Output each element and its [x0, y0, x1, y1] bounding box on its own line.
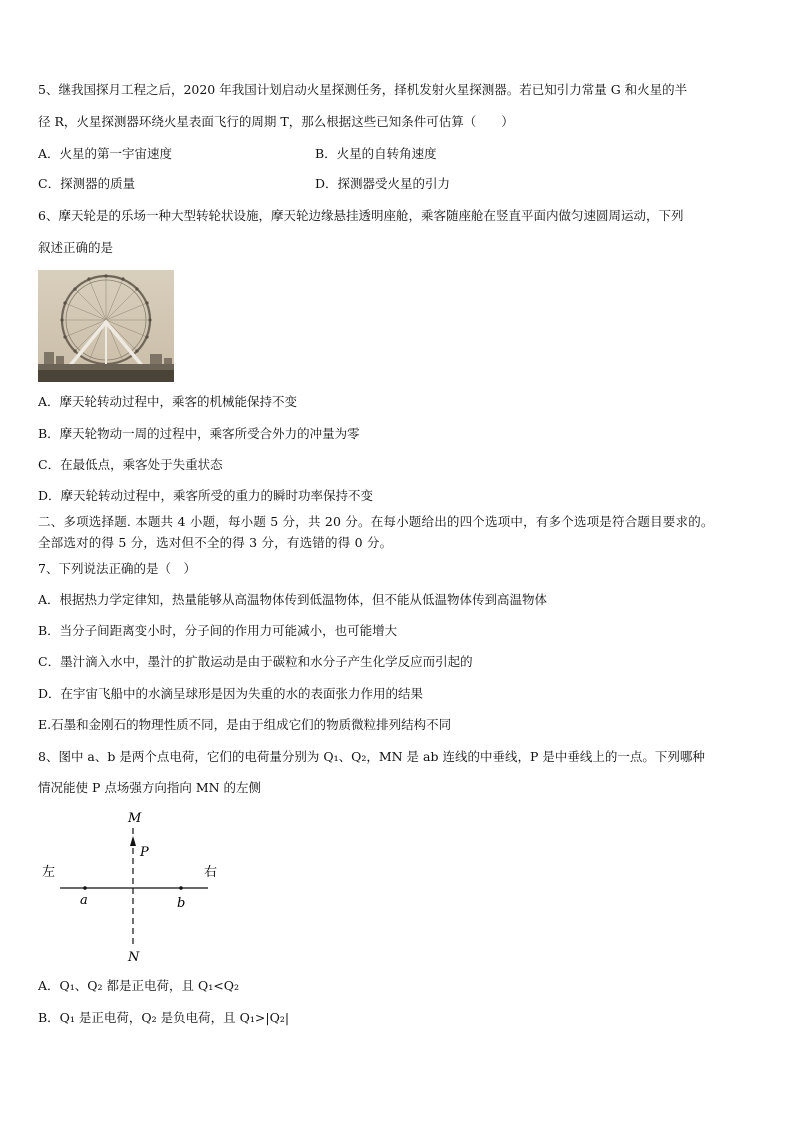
label-m: M	[128, 811, 142, 826]
q5-option-b: B．火星的自转角速度	[315, 146, 437, 161]
point-b	[179, 886, 183, 890]
point-a	[83, 886, 87, 890]
label-a: a	[80, 893, 88, 908]
q6-option-d: D．摩天轮转动过程中，乘客所受的重力的瞬时功率保持不变	[38, 488, 374, 503]
q5-option-d: D．探测器受火星的引力	[315, 176, 451, 191]
p-arrow-up	[130, 836, 136, 846]
q6-option-c: C．在最低点，乘客处于失重状态	[38, 457, 223, 472]
q6-stem-line1: 6、摩天轮是的乐场一种大型转轮状设施，摩天轮边缘悬挂透明座舱，乘客随座舱在竖直平面内做匀速圆周运动，下列	[38, 208, 684, 223]
q8-stem-line2: 情况能使 P 点场强方向指向 MN 的左侧	[38, 780, 262, 795]
q7-option-e: E.石墨和金刚石的物理性质不同，是由于组成它们的物质微粒排列结构不同	[38, 717, 452, 732]
label-b: b	[177, 896, 186, 911]
charge-diagram	[36, 806, 236, 966]
q6-stem-line2: 叙述正确的是	[38, 240, 114, 255]
q8-option-a: A．Q₁、Q₂ 都是正电荷，且 Q₁<Q₂	[38, 978, 239, 993]
label-right: 右	[204, 865, 218, 880]
q6-option-a: A．摩天轮转动过程中，乘客的机械能保持不变	[38, 394, 298, 409]
section2-instructions-line2: 全部选对的得 5 分，选对但不全的得 3 分，有选错的得 0 分。	[38, 535, 393, 550]
label-left: 左	[42, 865, 56, 880]
q8-option-b: B．Q₁ 是正电荷，Q₂ 是负电荷，且 Q₁>|Q₂|	[38, 1010, 290, 1025]
q5-option-a: A．火星的第一宇宙速度	[38, 146, 173, 161]
section2-instructions-line1: 二、多项选择题. 本题共 4 小题，每小题 5 分，共 20 分。在每小题给出的四个选项中，有多个选项是符合题目要求的。	[38, 514, 714, 529]
label-n: N	[128, 950, 140, 965]
q7-option-d: D．在宇宙飞船中的水滴呈球形是因为失重的水的表面张力作用的结果	[38, 686, 424, 701]
q7-option-b: B．当分子间距离变小时，分子间的作用力可能减小，也可能增大	[38, 623, 398, 638]
q6-option-b: B．摩天轮物动一周的过程中，乘客所受合外力的冲量为零	[38, 426, 360, 441]
q5-option-c: C．探测器的质量	[38, 176, 136, 191]
label-p: P	[140, 845, 149, 860]
q8-stem-line1: 8、图中 a、b 是两个点电荷，它们的电荷量分别为 Q₁、Q₂，MN 是 ab 连线的中垂线，P 是中垂线上的一点。下列哪种	[38, 749, 705, 764]
q5-stem-line1: 5、继我国探月工程之后，2020 年我国计划启动火星探测任务，择机发射火星探测器。若已知引力常量 G 和火星的半	[38, 82, 688, 97]
q7-stem: 7、下列说法正确的是（ ）	[38, 561, 196, 576]
q7-option-c: C．墨汁滴入水中，墨汁的扩散运动是由于碳粒和水分子产生化学反应而引起的	[38, 654, 473, 669]
q5-stem-line2: 径 R，火星探测器环绕火星表面飞行的周期 T，那么根据这些已知条件可估算（ ）	[38, 114, 514, 129]
ferris-wheel-photo	[38, 270, 174, 382]
q7-option-a: A．根据热力学定律知，热量能够从高温物体传到低温物体，但不能从低温物体传到高温物体	[38, 592, 548, 607]
